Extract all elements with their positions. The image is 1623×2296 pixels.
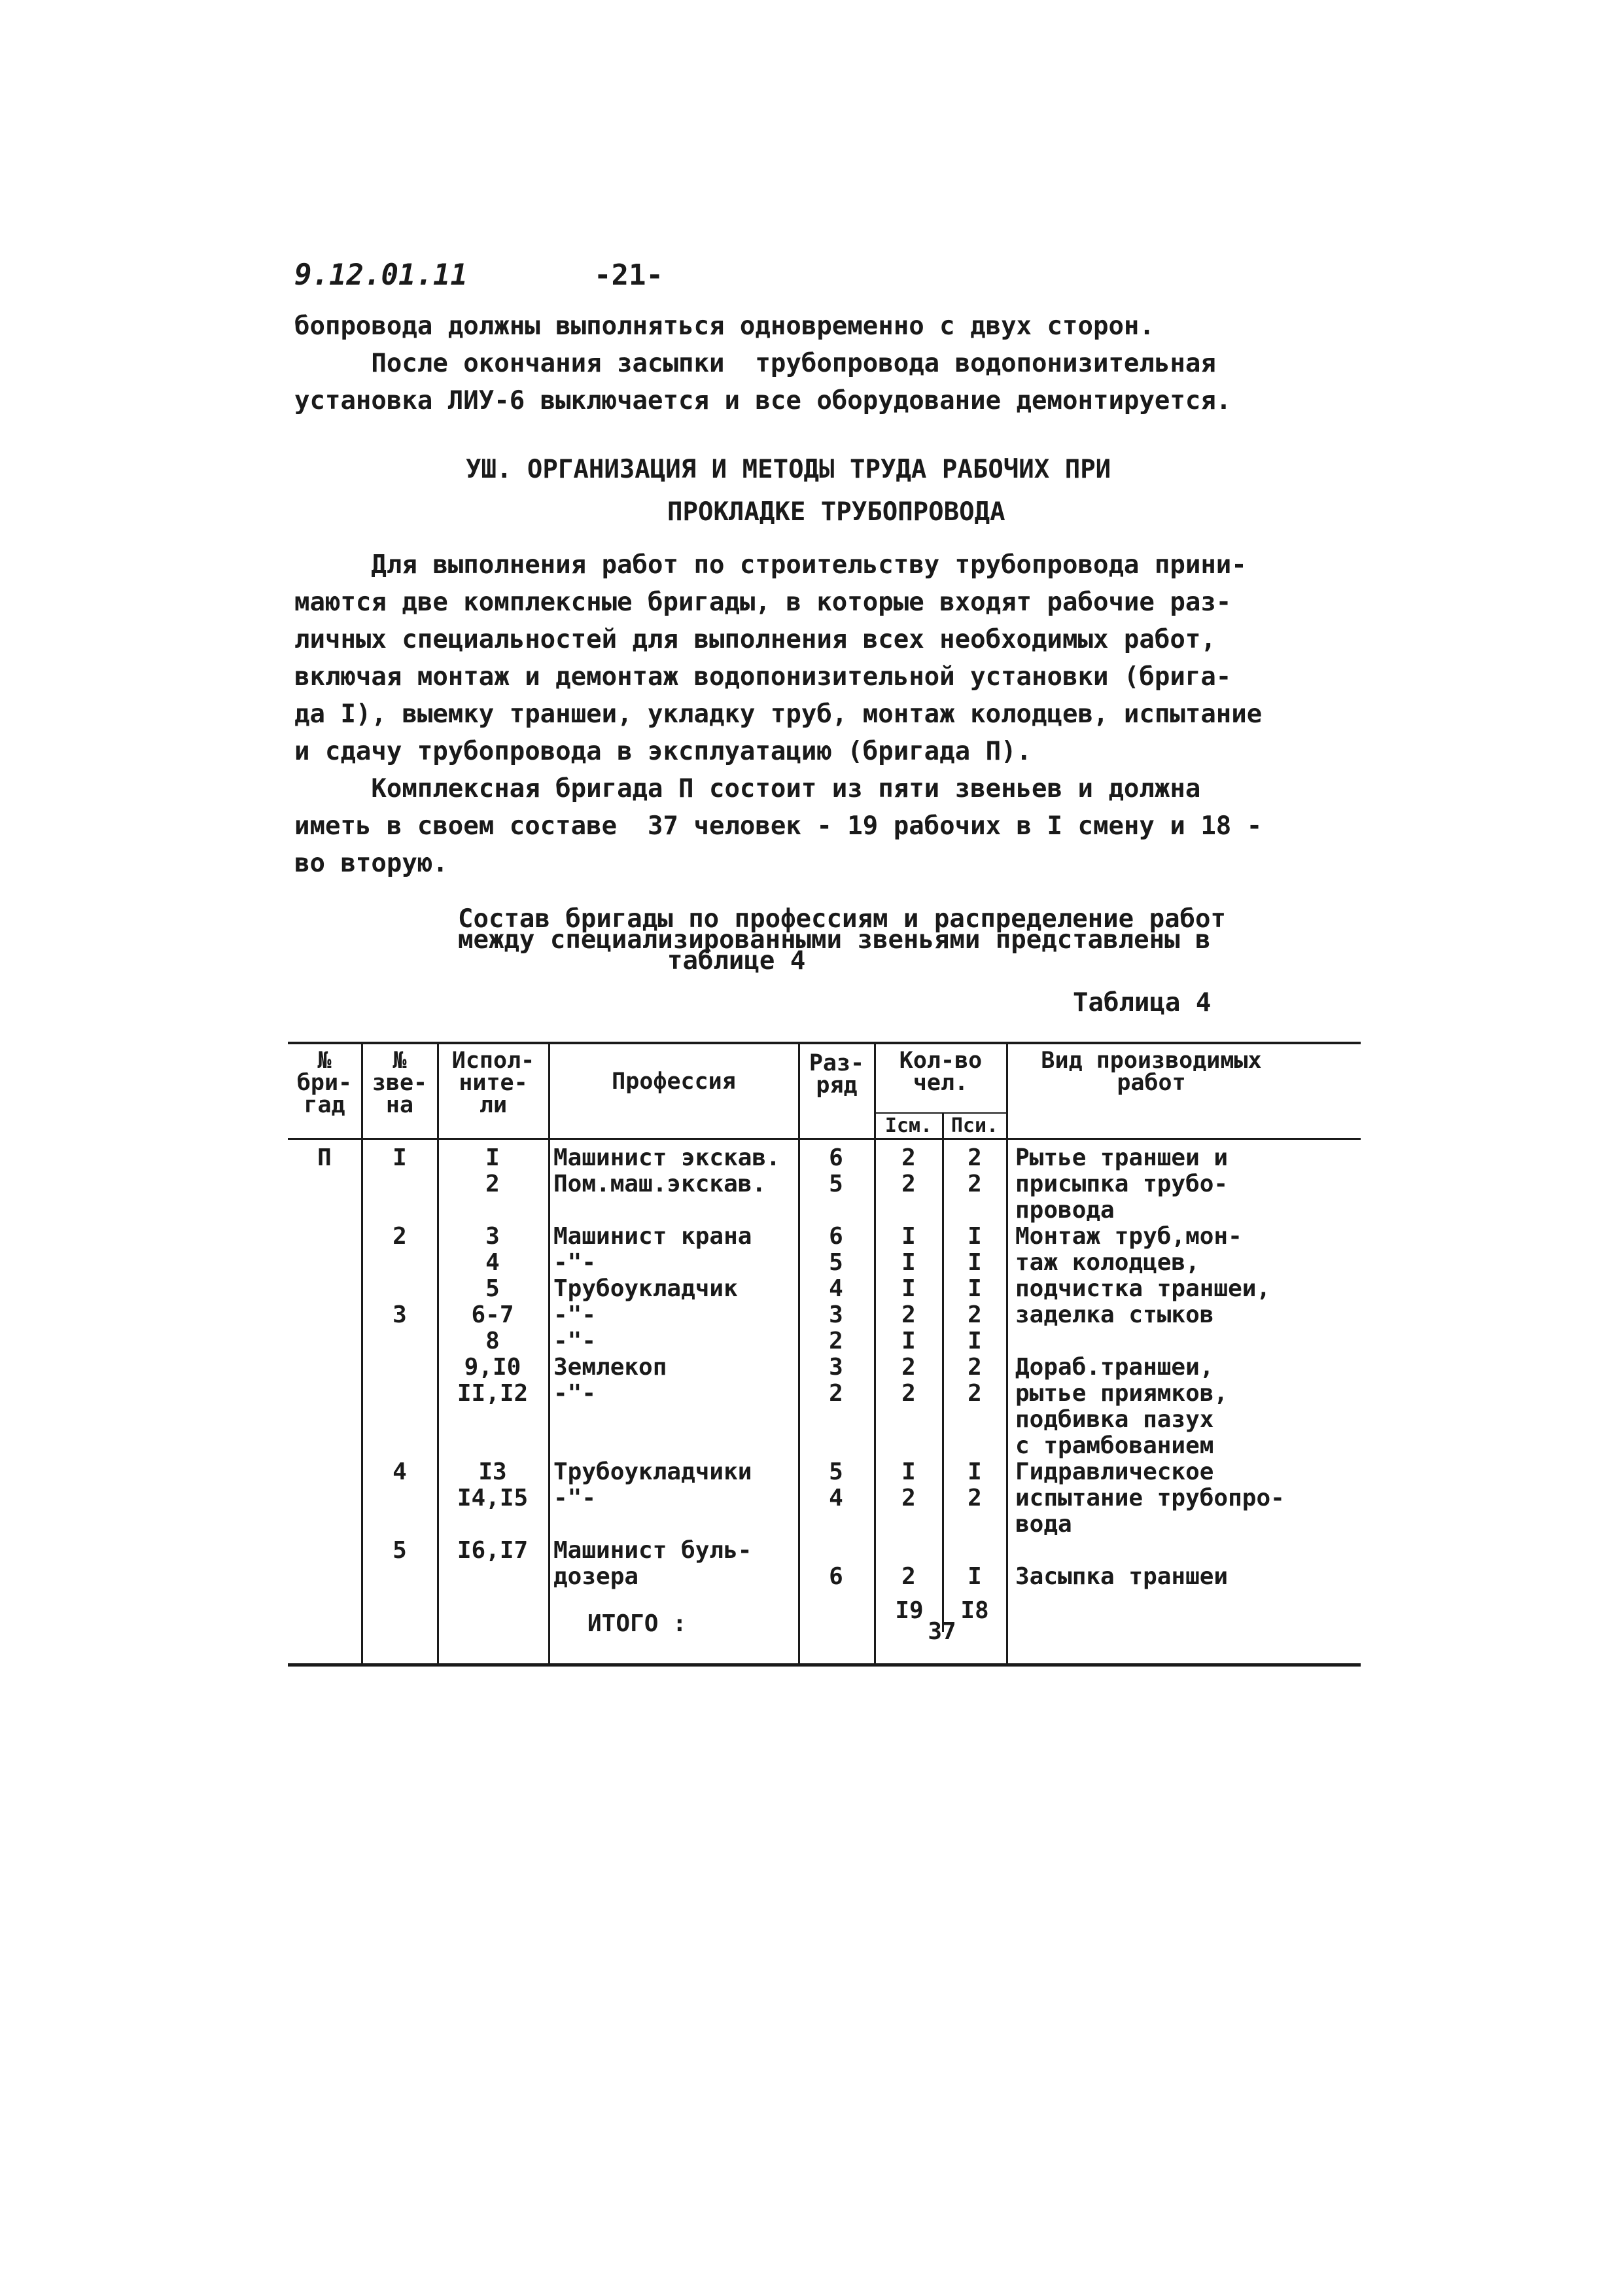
- cell-shift1: 2: [901, 1354, 916, 1381]
- cell-work: испытание трубопро-: [1015, 1485, 1285, 1511]
- page-number: -21-: [594, 258, 663, 292]
- text-line: маются две комплексные бригады, в которые входят рабочие раз-: [294, 588, 1232, 617]
- cell-shift2: I: [968, 1563, 982, 1590]
- cell-performer: I: [485, 1144, 500, 1171]
- table-bottom-rule: [288, 1663, 1361, 1667]
- cell-profession: -"-: [553, 1485, 597, 1511]
- cell-grade: 6: [829, 1144, 843, 1171]
- count-subheader-rule: [874, 1112, 1006, 1114]
- cell-profession: Машинист крана: [553, 1223, 752, 1250]
- cell-grade: 5: [829, 1171, 843, 1197]
- cell-profession: дозера: [553, 1563, 639, 1590]
- cell-work: таж колодцев,: [1015, 1249, 1200, 1276]
- cell-shift2: I: [968, 1275, 982, 1302]
- cell-grade: 6: [829, 1223, 843, 1250]
- column-rule: [361, 1042, 363, 1665]
- cell-work: заделка стыков: [1015, 1301, 1214, 1328]
- total-sum: 37: [928, 1618, 956, 1645]
- cell-grade: 5: [829, 1249, 843, 1276]
- cell-performer: 9,I0: [464, 1354, 521, 1381]
- cell-grade: 2: [829, 1328, 843, 1354]
- cell-performer: 6-7: [471, 1301, 514, 1328]
- cell-shift2: 2: [968, 1144, 982, 1171]
- table-caption-line2: между специализированными звеньями представлены в: [458, 925, 1211, 955]
- cell-performer: 3: [485, 1223, 500, 1250]
- cell-grade: 3: [829, 1301, 843, 1328]
- text-line: бопровода должны выполняться одновременно с двух сторон.: [294, 311, 1155, 341]
- cell-link: 2: [393, 1223, 407, 1250]
- cell-grade: 6: [829, 1563, 843, 1590]
- cell-performer: 2: [485, 1171, 500, 1197]
- cell-link: 5: [393, 1537, 407, 1564]
- cell-profession: Пом.маш.экскав.: [553, 1171, 767, 1197]
- cell-profession: -"-: [553, 1301, 597, 1328]
- cell-shift2: 2: [968, 1354, 982, 1381]
- cell-profession: -"-: [553, 1380, 597, 1407]
- section-heading-line2: ПРОКЛАДКЕ ТРУБОПРОВОДА: [667, 497, 1005, 527]
- header-performers: Испол- ните- ли: [451, 1048, 535, 1118]
- cell-shift2: 2: [968, 1485, 982, 1511]
- cell-work: Рытье траншеи и: [1015, 1144, 1229, 1171]
- cell-performer: 4: [485, 1249, 500, 1276]
- cell-profession: Машинист экскав.: [553, 1144, 780, 1171]
- cell-work: подчистка траншеи,: [1015, 1275, 1271, 1302]
- cell-work: Монтаж труб,мон-: [1015, 1223, 1242, 1250]
- column-rule: [548, 1042, 550, 1665]
- text-line: установка ЛИУ-6 выключается и все оборудование демонтируется.: [294, 386, 1232, 415]
- text-line: во вторую.: [294, 849, 448, 878]
- text-line: Для выполнения работ по строительству трубопровода прини-: [294, 550, 1247, 580]
- cell-profession: Машинист буль-: [553, 1537, 752, 1564]
- cell-profession: Землекоп: [553, 1354, 667, 1381]
- cell-performer: 5: [485, 1275, 500, 1302]
- cell-shift1: 2: [901, 1380, 916, 1407]
- header-shift1: Iсм.: [884, 1114, 933, 1137]
- cell-profession: -"-: [553, 1328, 597, 1354]
- cell-grade: 4: [829, 1485, 843, 1511]
- text-line: После окончания засыпки трубопровода водопонизительная: [294, 349, 1216, 378]
- cell-work: провода: [1015, 1197, 1115, 1224]
- header-profession: Профессия: [612, 1069, 736, 1095]
- cell-shift2: I: [968, 1458, 982, 1485]
- cell-shift1: 2: [901, 1485, 916, 1511]
- cell-shift2: I: [968, 1249, 982, 1276]
- table-label: Таблица 4: [1073, 988, 1212, 1017]
- cell-shift1: I: [901, 1249, 916, 1276]
- cell-performer: II,I2: [457, 1380, 529, 1407]
- header-grade: Раз- ряд: [809, 1050, 865, 1099]
- cell-work: рытье приямков,: [1015, 1380, 1229, 1407]
- total-shift2: I8: [960, 1597, 989, 1624]
- cell-shift2: 2: [968, 1380, 982, 1407]
- section-heading-line1: УШ. ОРГАНИЗАЦИЯ И МЕТОДЫ ТРУДА РАБОЧИХ ПРИ: [466, 455, 1111, 484]
- cell-shift1: 2: [901, 1144, 916, 1171]
- cell-grade: 3: [829, 1354, 843, 1381]
- cell-shift1: I: [901, 1223, 916, 1250]
- cell-link: 3: [393, 1301, 407, 1328]
- cell-work: с трамбованием: [1015, 1432, 1214, 1459]
- cell-link: I: [393, 1144, 407, 1171]
- cell-shift1: 2: [901, 1563, 916, 1590]
- cell-performer: 8: [485, 1328, 500, 1354]
- cell-shift1: I: [901, 1458, 916, 1485]
- header-brigade: № бри- гад: [296, 1048, 353, 1118]
- cell-shift1: 2: [901, 1301, 916, 1328]
- cell-grade: 4: [829, 1275, 843, 1302]
- header-shift2: Пси.: [951, 1114, 999, 1137]
- cell-work: Гидравлическое: [1015, 1458, 1214, 1485]
- cell-shift2: 2: [968, 1171, 982, 1197]
- cell-shift1: 2: [901, 1171, 916, 1197]
- header-bottom-rule: [288, 1138, 1361, 1140]
- brigade-table: [288, 1042, 1361, 1670]
- body-paragraph: [294, 546, 1262, 882]
- cell-performer: I3: [478, 1458, 507, 1485]
- text-line: и сдачу трубопровода в эксплуатацию (бригада П).: [294, 737, 1032, 766]
- cell-work: присыпка трубо-: [1015, 1171, 1229, 1197]
- text-line: включая монтаж и демонтаж водопонизительной установки (брига-: [294, 662, 1232, 692]
- cell-profession: Трубоукладчик: [553, 1275, 738, 1302]
- table-caption-line3: таблице 4: [667, 946, 806, 976]
- header-link: № зве- на: [372, 1048, 428, 1118]
- cell-shift1: I: [901, 1275, 916, 1302]
- text-line: личных специальностей для выполнения всех необходимых работ,: [294, 625, 1216, 654]
- total-shift1: I9: [895, 1597, 924, 1624]
- table-caption-line1: Состав бригады по профессиям и распределение работ: [458, 904, 1226, 934]
- cell-performer: I4,I5: [457, 1485, 529, 1511]
- cell-work: Дораб.траншеи,: [1015, 1354, 1214, 1381]
- document-code: 9.12.01.11: [294, 258, 468, 292]
- cell-work: вода: [1015, 1511, 1072, 1538]
- cell-shift2: 2: [968, 1301, 982, 1328]
- total-label: ИТОГО :: [587, 1610, 687, 1637]
- cell-grade: 2: [829, 1380, 843, 1407]
- header-count: Кол-во чел.: [899, 1048, 983, 1096]
- cell-shift2: I: [968, 1328, 982, 1354]
- text-line: да I), выемку траншеи, укладку труб, монтаж колодцев, испытание: [294, 699, 1263, 729]
- header-work: Вид производимых работ: [1041, 1048, 1262, 1096]
- cell-performer: I6,I7: [457, 1537, 529, 1564]
- column-rule: [1006, 1042, 1008, 1665]
- cell-work: Засыпка траншеи: [1015, 1563, 1229, 1590]
- cell-profession: Трубоукладчики: [553, 1458, 752, 1485]
- cell-grade: 5: [829, 1458, 843, 1485]
- cell-work: подбивка пазух: [1015, 1406, 1214, 1433]
- cell-brigade: П: [317, 1144, 332, 1171]
- table-top-rule: [288, 1042, 1361, 1044]
- text-line: иметь в своем составе 37 человек - 19 рабочих в I смену и 18 -: [294, 811, 1263, 841]
- cell-shift2: I: [968, 1223, 982, 1250]
- cell-link: 4: [393, 1458, 407, 1485]
- cell-shift1: I: [901, 1328, 916, 1354]
- intro-paragraph: [294, 308, 1231, 419]
- column-rule: [437, 1042, 439, 1665]
- text-line: Комплексная бригада П состоит из пяти звеньев и должна: [294, 774, 1201, 804]
- cell-profession: -"-: [553, 1249, 597, 1276]
